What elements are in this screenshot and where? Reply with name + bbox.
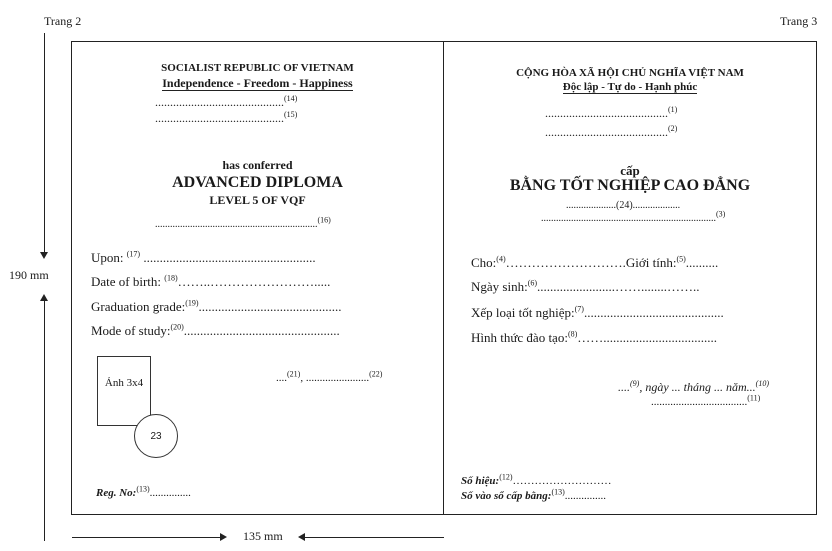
field-upon (91, 250, 316, 266)
separator: , (300, 372, 306, 384)
ref-number: (24) (616, 200, 633, 211)
photo-placeholder: Ảnh 3x4 (97, 356, 151, 426)
left-header-nation: SOCIALIST REPUBLIC OF VIETNAM (161, 62, 354, 74)
right-page-label: Trang 3 (780, 14, 818, 28)
dots: ............................................ (198, 299, 342, 314)
ref-number: (10) (755, 379, 769, 388)
field-label: Cho: (471, 255, 497, 270)
field-mode-of-study (91, 323, 340, 339)
ref-number: (22) (369, 369, 383, 379)
ref-number: (17) (126, 249, 141, 259)
ref-number: (19) (185, 298, 199, 308)
dots: .... (276, 372, 287, 384)
ref-number: (5) (676, 254, 686, 264)
left-issuer-line-2 (155, 111, 297, 126)
ref-number: (12) (499, 472, 513, 482)
dots: ........................................... (155, 111, 284, 125)
dots: ……................................... (577, 330, 718, 345)
field-label: Mode of study: (91, 323, 171, 338)
ref-number: (13) (551, 487, 565, 497)
ref-number: (21) (287, 369, 301, 379)
field-label: Upon: (91, 250, 127, 265)
width-label: 135 mm (243, 529, 283, 543)
reg-no-line (96, 484, 191, 499)
ref-number: (1) (668, 105, 678, 114)
arrow-down-icon (40, 252, 48, 259)
dots: ………………………. (505, 255, 626, 270)
ref-number: (7) (574, 304, 584, 314)
field-label: Hình thức đào tạo: (471, 330, 568, 345)
right-header-motto (444, 81, 816, 93)
dots: ....................... (305, 372, 370, 384)
dots: .... (618, 380, 630, 394)
reg-no-label: Reg. No: (96, 487, 137, 499)
left-header-motto (72, 76, 443, 91)
ref-number: (14) (284, 94, 298, 103)
left-issuer-line-1 (155, 95, 297, 110)
ref-number: (3) (716, 209, 726, 219)
left-diploma-level: LEVEL 5 OF VQF (209, 193, 306, 207)
field-label: Graduation grade: (91, 299, 186, 314)
ref-number: (16) (317, 215, 331, 225)
dots: ................................................................. (155, 219, 318, 230)
field-24-line (566, 200, 680, 211)
dots: .......... (685, 255, 719, 270)
signer-line (651, 393, 761, 408)
field-birth-date (471, 279, 700, 295)
dots: ……..……………………..... (177, 274, 331, 289)
ref-number: (8) (567, 329, 578, 339)
dots: ................................................ (183, 323, 340, 338)
dots: ...................................................................... (541, 213, 716, 224)
field-grade (471, 305, 724, 321)
grants-text: cấp (620, 163, 640, 178)
height-arrow-top-line (44, 33, 45, 255)
field-label: Date of birth: (91, 274, 165, 289)
ref-number: (11) (747, 393, 761, 403)
ref-number: (4) (496, 254, 506, 264)
field-label: Giới tính: (625, 255, 677, 270)
dots: ......................................... (545, 125, 668, 139)
height-arrow-bottom-line (44, 300, 45, 541)
has-conferred-text: has conferred (222, 158, 293, 172)
right-header-nation: CỘNG HÒA XÃ HỘI CHỦ NGHĨA VIỆT NAM (516, 67, 744, 79)
dots: ................... (632, 200, 681, 211)
register-label: Số vào sổ cấp bằng: (461, 490, 552, 502)
ref-number: (20) (170, 322, 184, 332)
page-divider (443, 41, 444, 515)
dots: ............... (149, 487, 191, 499)
height-label: 190 mm (9, 268, 49, 282)
arrow-right-icon (220, 533, 227, 541)
ref-number: (15) (284, 110, 298, 119)
ref-number: (18) (164, 273, 178, 283)
ref-number: (9) (630, 379, 640, 388)
left-diploma-title: ADVANCED DIPLOMA (172, 174, 343, 191)
ref-number: (13) (136, 484, 150, 494)
register-number-line (461, 487, 607, 502)
left-motto-text: Independence - Freedom - Happiness (162, 76, 353, 90)
stamp-circle: 23 (134, 414, 178, 458)
field-training-mode (471, 330, 717, 346)
field-recipient-gender (471, 255, 718, 271)
dots: .................... (566, 200, 616, 211)
dots: ................................... (651, 396, 748, 408)
right-major-line (541, 209, 726, 224)
width-arrow-right-line (304, 537, 444, 538)
dots: ........................................... (583, 305, 724, 320)
ref-number: (2) (668, 124, 678, 133)
right-motto-text: Độc lập - Tự do - Hạnh phúc (562, 81, 698, 93)
ref-number: (6) (527, 278, 538, 288)
left-place-date (276, 369, 383, 384)
dots: ........................……........…….. (537, 279, 700, 294)
serial-label: Số hiệu: (461, 475, 500, 487)
dots: ..................................................... (140, 250, 316, 265)
dots: ……………………… (512, 475, 612, 487)
field-label: Xếp loại tốt nghiệp: (471, 305, 575, 320)
field-date-of-birth (91, 274, 330, 290)
serial-number-line (461, 472, 612, 487)
dots: ............... (564, 490, 607, 502)
width-arrow-left-line (72, 537, 222, 538)
left-page-label: Trang 2 (44, 14, 82, 28)
right-issuer-line-1 (545, 106, 677, 121)
dots: ......................................... (545, 106, 668, 120)
field-label: Ngày sinh: (471, 279, 528, 294)
dots: ........................................... (155, 95, 284, 109)
left-major-line (155, 215, 331, 230)
date-text: , ngày ... tháng ... năm... (639, 380, 756, 394)
field-graduation-grade (91, 299, 342, 315)
right-diploma-title: BẰNG TỐT NGHIỆP CAO ĐẲNG (509, 177, 751, 194)
right-issuer-line-2 (545, 125, 677, 140)
